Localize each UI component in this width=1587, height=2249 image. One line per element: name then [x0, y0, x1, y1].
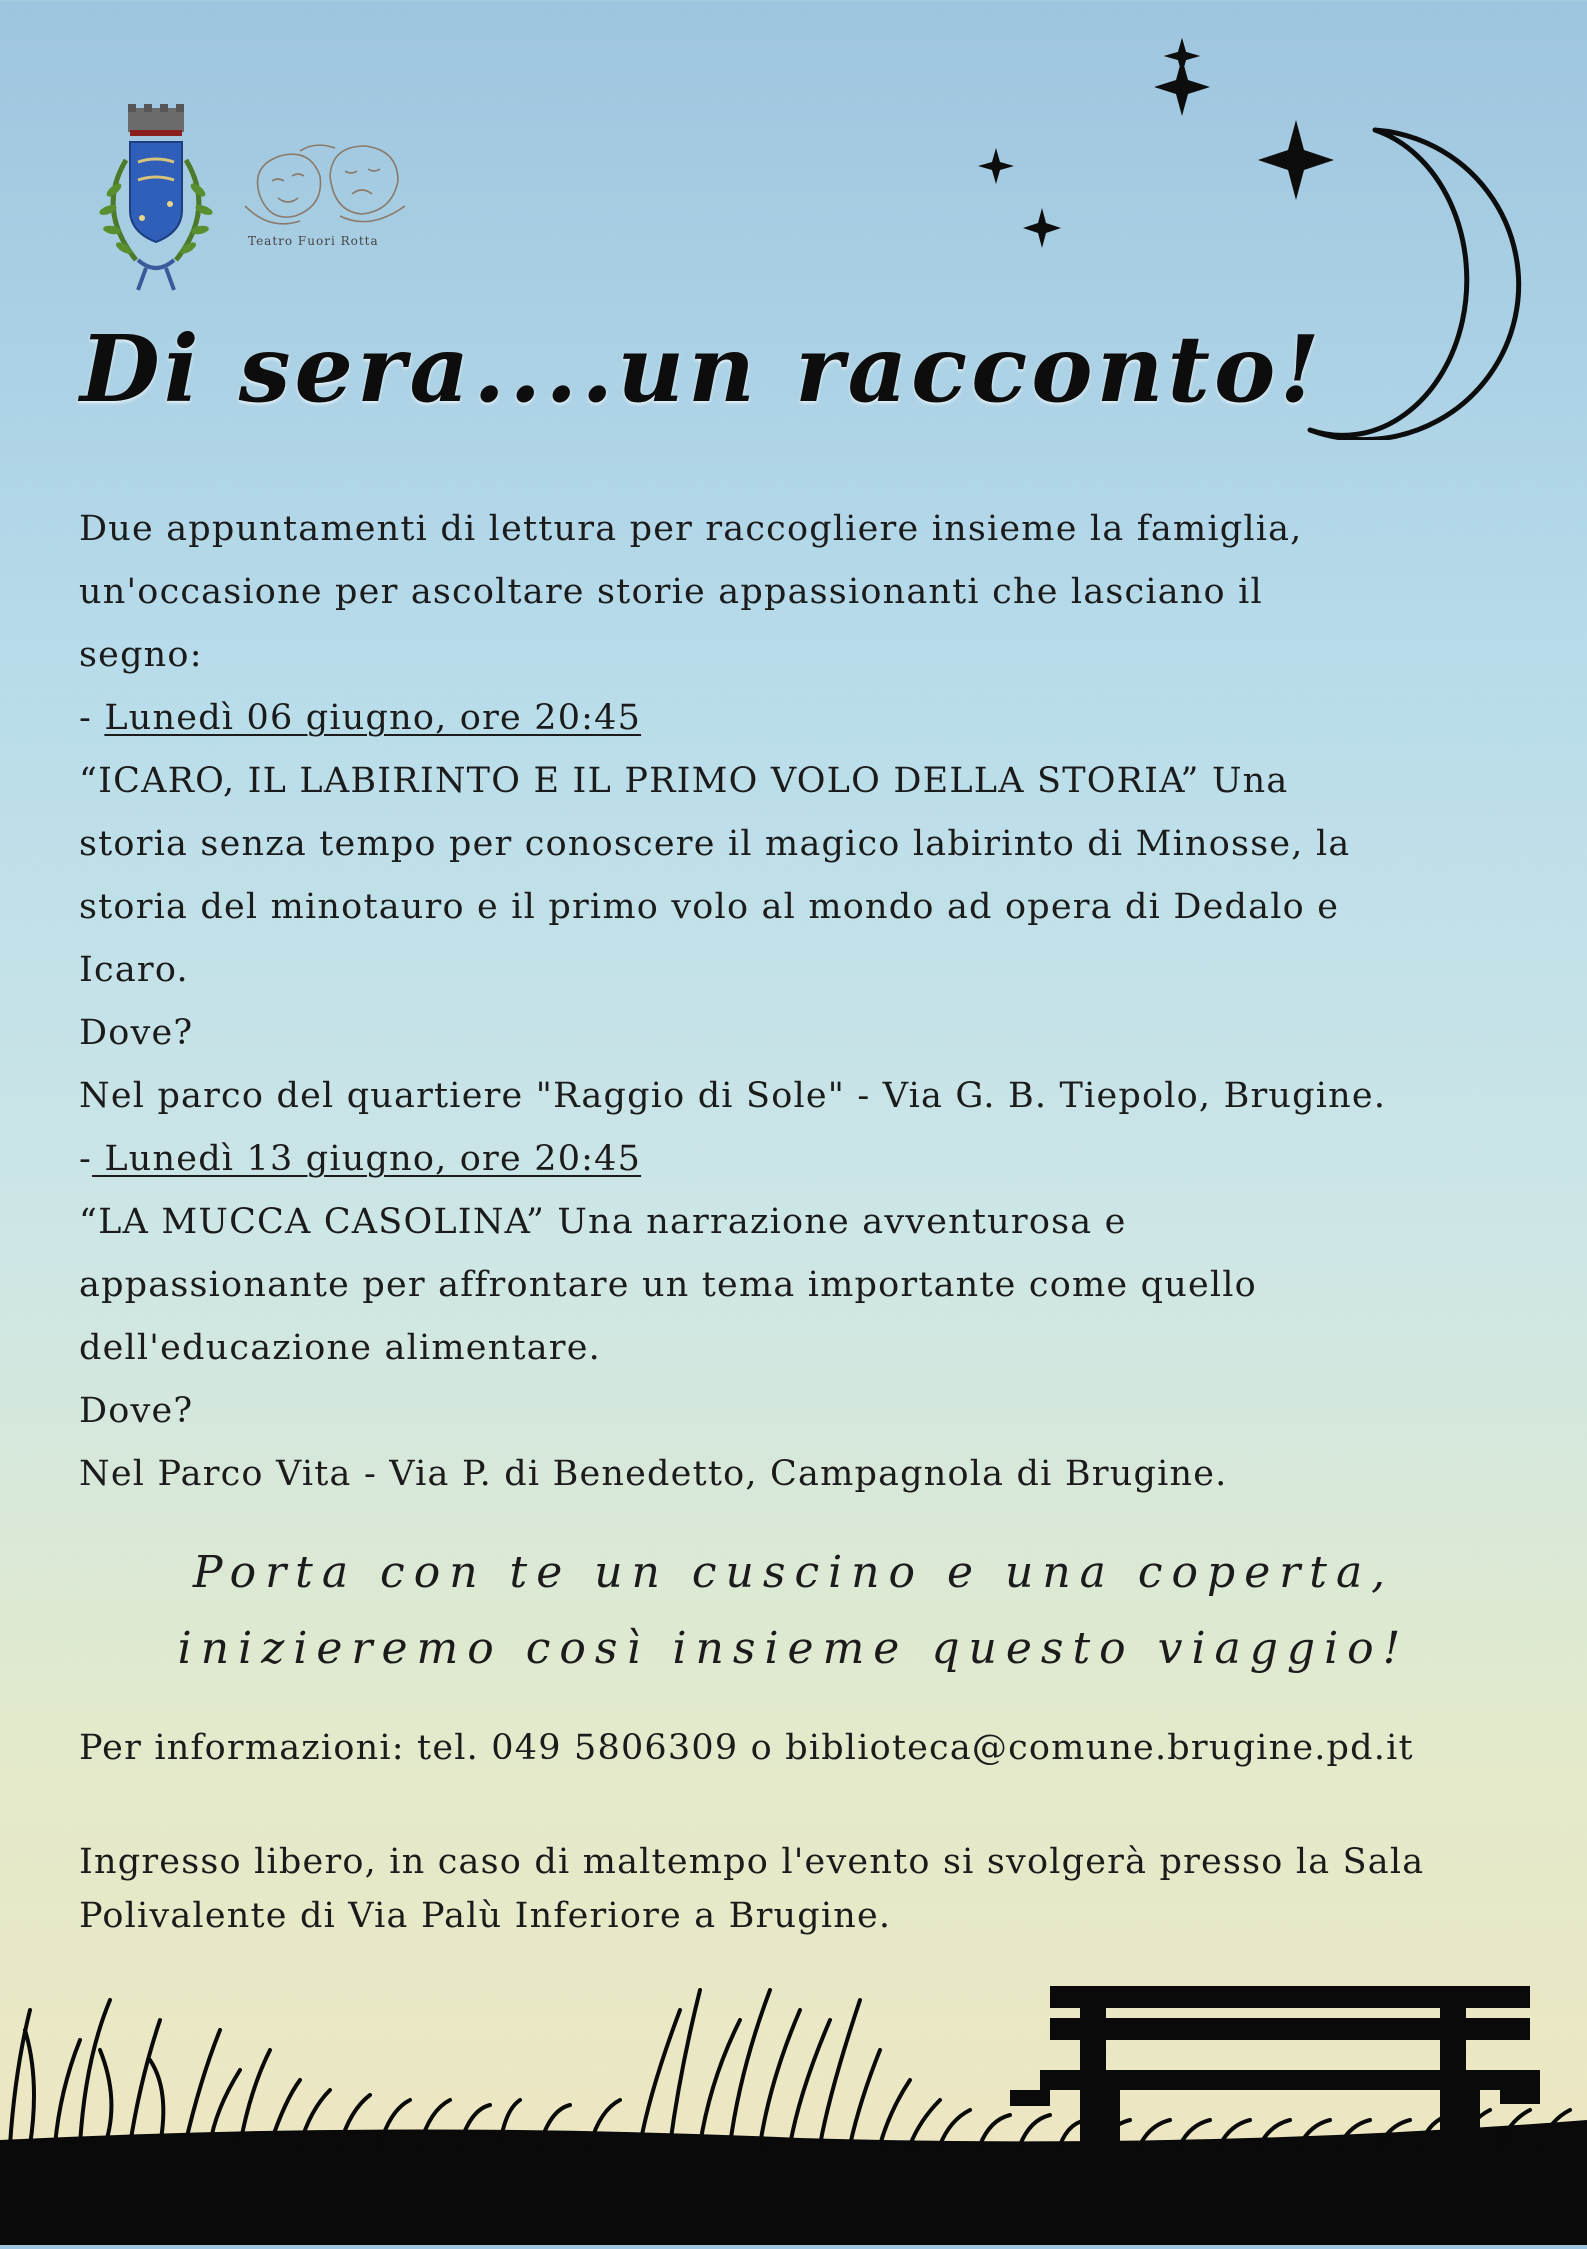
star-icon	[1154, 58, 1210, 116]
event2-date: Lunedì 13 giugno, ore 20:45	[92, 1139, 642, 1179]
theatre-name: Teatro Fuori Rotta	[248, 234, 379, 248]
event1-date: Lunedì 06 giugno, ore 20:45	[104, 698, 642, 738]
event2-description-line: appassionante per affrontare un tema importante come quello	[79, 1265, 1257, 1305]
event2-prefix: -	[79, 1139, 93, 1179]
theatre-masks-icon	[240, 136, 410, 251]
star-icon	[978, 148, 1014, 184]
crescent-moon-icon	[1310, 130, 1519, 440]
event1-where-label: Dove?	[79, 1013, 194, 1053]
star-icon	[1023, 208, 1061, 248]
event1-description-line: Icaro.	[79, 950, 189, 990]
event2-date-line	[79, 1128, 1529, 1191]
callout-line: Porta con te un cuscino e una coperta,	[192, 1547, 1395, 1598]
star-icon	[1258, 120, 1334, 200]
municipal-crest-icon	[86, 100, 226, 300]
page-title: Di sera....un racconto!	[80, 315, 1324, 423]
entry-note-line: Polivalente di Via Palù Inferiore a Brugine.	[79, 1896, 892, 1936]
event1-date-line	[79, 687, 1529, 750]
callout-line: inizieremo così insieme questo viaggio!	[177, 1623, 1410, 1674]
event1-prefix: -	[79, 698, 105, 738]
intro-line: Due appuntamenti di lettura per raccogliere insieme la famiglia,	[79, 509, 1303, 549]
intro-line: un'occasione per ascoltare storie appassionanti che lasciano il	[79, 572, 1263, 612]
intro-line: segno:	[79, 635, 203, 675]
event1-description-line: “ICARO, IL LABIRINTO E IL PRIMO VOLO DELLA STORIA” Una	[79, 761, 1289, 801]
callout-message	[0, 1535, 1587, 1687]
event2-description-line: “LA MUCCA CASOLINA” Una narrazione avventurosa e	[79, 1202, 1127, 1242]
grass-and-bench-silhouette	[0, 1970, 1587, 2245]
event1-description-line: storia del minotauro e il primo volo al mondo ad opera di Dedalo e	[79, 887, 1340, 927]
event2-where-label: Dove?	[79, 1391, 194, 1431]
event-description	[79, 498, 1529, 1506]
event2-location: Nel Parco Vita - Via P. di Benedetto, Campagnola di Brugine.	[79, 1454, 1228, 1494]
event1-location: Nel parco del quartiere "Raggio di Sole" - Via G. B. Tiepolo, Brugine.	[79, 1076, 1387, 1116]
event1-description-line: storia senza tempo per conoscere il magico labirinto di Minosse, la	[79, 824, 1351, 864]
contact-info: Per informazioni: tel. 049 5806309 o biblioteca@comune.brugine.pd.it	[79, 1728, 1414, 1768]
entry-note	[79, 1835, 1559, 1943]
entry-note-line: Ingresso libero, in caso di maltempo l'evento si svolgerà presso la Sala	[79, 1842, 1425, 1882]
event2-description-line: dell'educazione alimentare.	[79, 1328, 601, 1368]
